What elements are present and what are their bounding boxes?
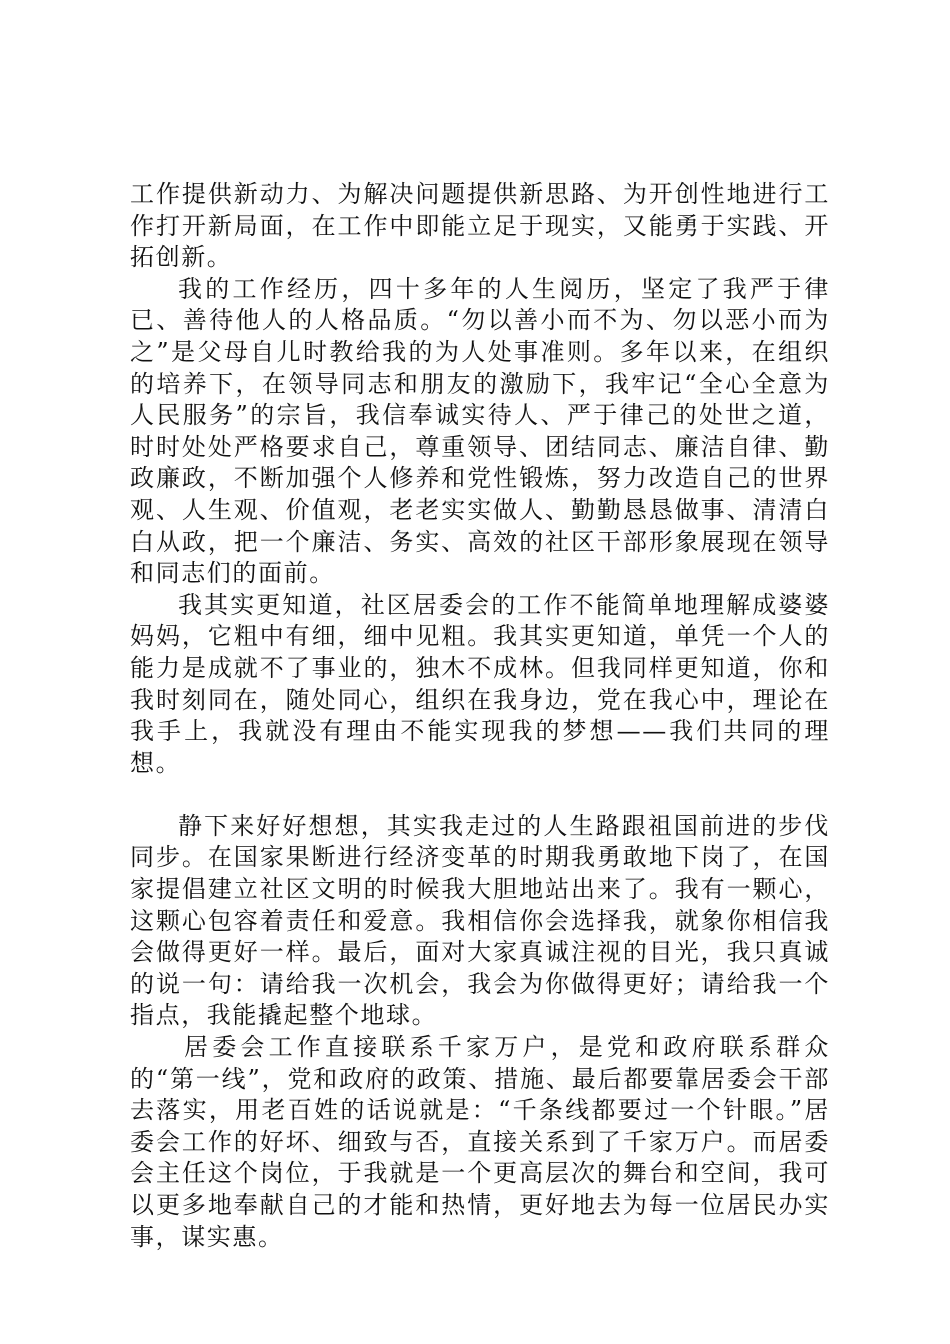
paragraph-continuation: 工作提供新动力、为解决问题提供新思路、为开创性地进行工作打开新局面，在工作中即能立足于现实，又能勇于实践、开拓创新。 bbox=[130, 180, 830, 272]
paragraph-spacer bbox=[130, 779, 830, 811]
paragraph-community-work: 我其实更知道，社区居委会的工作不能简单地理解成婆婆妈妈，它粗中有细，细中见粗。我其实更知道，单凭一个人的能力是成就不了事业的，独木不成林。但我同样更知道，你和我时刻同在，随处同心，组织在我身边，党在我心中，理论在我手上，我就没有理由不能实现我的梦想——我们共同的理想。 bbox=[130, 590, 830, 777]
paragraph-life-path: 静下来好好想想，其实我走过的人生路跟祖国前进的步伐同步。在国家果断进行经济变革的时期我勇敢地下岗了，在国家提倡建立社区文明的时候我大胆地站出来了。我有一颗心，这颗心包容着责任和爱意。我相信你会选择我，就象你相信我会做得更好一样。最后，面对大家真诚注视的目光，我只真诚的说一句：请给我一次机会，我会为你做得更好；请给我一个指点，我能撬起整个地球。 bbox=[130, 811, 830, 1030]
paragraph-committee-role: 居委会工作直接联系千家万户，是党和政府联系群众的“第一线”，党和政府的政策、措施、最后都要靠居委会干部去落实，用老百姓的话说就是：“千条线都要过一个针眼。”居委会工作的好坏、细致与否，直接关系到了千家万户。而居委会主任这个岗位，于我就是一个更高层次的舞台和空间，我可以更多地奉献自己的才能和热情，更好地去为每一位居民办实事，谋实惠。 bbox=[130, 1033, 830, 1251]
paragraph-work-experience: 我的工作经历，四十多年的人生阅历，坚定了我严于律已、善待他人的人格品质。“勿以善小而不为、勿以恶小而为之”是父母自儿时教给我的为人处事准则。多年以来，在组织的培养下，在领导同志和朋友的激励下，我牢记“全心全意为人民服务”的宗旨，我信奉诚实待人、严于律己的处世之道，时时处处严格要求自己，尊重领导、团结同志、廉洁自律、勤政廉政，不断加强个人修养和党性锻炼，努力改造自己的世界观、人生观、价值观，老老实实做人、勤勤恳恳做事、清清白白从政，把一个廉洁、务实、高效的社区干部形象展现在领导和同志们的面前。 bbox=[130, 274, 830, 588]
document-body bbox=[130, 179, 830, 1253]
